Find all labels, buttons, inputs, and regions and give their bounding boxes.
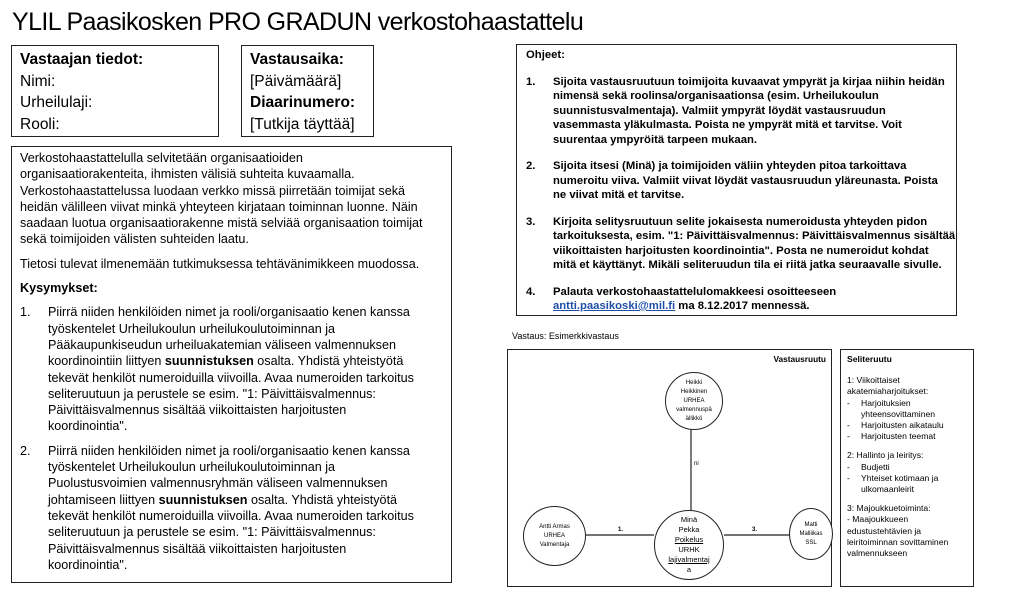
response-info-box	[241, 45, 374, 137]
self-node-center[interactable]: Minä Pekka Poikelus URHK lajivalmentaj a	[654, 510, 724, 580]
legend-group: 1: Viikoittaiset akatemiaharjoitukset: - Harjoituksien yhteensovittaminen - Harjoitusten aikataulu - Harjoitusten teemat	[847, 375, 944, 442]
edge-label-left: 1.	[618, 527, 624, 533]
role-field-label[interactable]: Rooli:	[20, 115, 60, 133]
example-caption: Vastaus: Esimerkkivastaus	[512, 331, 619, 341]
answer-area[interactable]	[507, 349, 832, 587]
date-placeholder[interactable]: [Päivämäärä]	[250, 72, 342, 90]
name-field-label[interactable]: Nimi:	[20, 72, 56, 90]
instructions-title: Ohjeet:	[526, 49, 565, 61]
question-text: Piirrä niiden henkilöiden nimet ja rooli/organisaatio kenen kanssa työskentelet Urheilukoulun urheilukoulutoiminnan ja Puolustusvoimien valmennusryhmän väliseen valmennuksen johtamiseen liittyen suunnistuksen osalta. Yhdistä yhteistyötä tekevät henkilöt numeroiduilla viivoilla. Avaa numeroiden tarkoitus seliteruutuun ja perustele se esim. "1: Päivittäisvalmennus: Päivittäisvalmennus sisältää viikoittaisten harjoitusten koordinointia".	[48, 443, 414, 572]
legend-area[interactable]	[840, 349, 974, 587]
response-time-label: Vastausaika:	[250, 51, 344, 68]
respondent-info-box	[11, 45, 219, 137]
actor-node-right[interactable]: Matti Malliikas SSL	[789, 508, 833, 560]
legend-group: 2: Hallinto ja leiritys: - Budjetti - Yhteiset kotimaan ja ulkomaanleirit	[847, 450, 939, 495]
respondent-heading: Vastaajan tiedot:	[20, 51, 144, 68]
emphasis: suunnistuksen	[158, 492, 248, 507]
question-number: 1.	[20, 305, 31, 320]
legend-group: 3: Majoukkuetoiminta: - Maajoukkueen edustustehtävien ja leiritoiminnan sovittaminen valmennukseen	[847, 503, 949, 559]
diary-number-placeholder[interactable]: [Tutkija täyttää]	[250, 115, 355, 133]
instruction-step: 4. Palauta verkostohaastattelulomakkeesi osoitteeseen antti.paasikoski@mil.fi ma 8.12.2017 mennessä.	[526, 285, 837, 312]
instructions-box	[516, 44, 957, 316]
privacy-paragraph: Tietosi tulevat ilmenemään tutkimuksessa tehtävänimikkeen muodossa.	[20, 256, 420, 271]
sport-field-label[interactable]: Urheilulaji:	[20, 94, 93, 111]
question-text: Piirrä niiden henkilöiden nimet ja rooli/organisaatio kenen kanssa työskentelet Urheilukoulun urheilukoulutoiminnan ja Pääkaupunkiseudun urheiluakatemian väliseen valmennuksen koordinointiin liittyen suunnistuksen osalta. Yhdistä yhteistyötä tekevät henkilöt numeroiduilla viivoilla. Avaa numeroiden tarkoitus seliteruutuun ja perustele se esim. "1: Päivittäisvalmennus: Päivittäisvalmennus sisältää viikoittaisten harjoitusten koordinointia".	[48, 305, 414, 434]
diary-number-label: Diaarinumero:	[250, 94, 356, 111]
edge-label-top: ni	[694, 461, 699, 467]
intro-questions-box	[11, 146, 452, 583]
question-number: 2.	[20, 443, 31, 458]
actor-node-top[interactable]: Heikki Heikkinen URHEA valmennuspä ällikkö	[665, 372, 723, 430]
question-item	[20, 443, 443, 573]
emphasis: suunnistuksen	[164, 354, 254, 369]
answer-area-label: Vastausruutu	[773, 354, 826, 364]
instruction-step: 3. Kirjoita selitysruutuun selite jokaisesta numeroidusta yhteyden pidon tarkoituksesta, esim. "1: Päivittäisvalmennus: Päivittäisvalmennus sisältää viikoittaisten harjoitusten koordinointia". Posta ne numeroidut kohdat mitä et käyttänyt. Mikäli seliteruudun tila ei riitä jatka seuraavalle sivulle.	[526, 215, 956, 271]
instruction-step: 1. Sijoita vastausruutuun toimijoita kuvaavat ympyrät ja kirjaa niihin heidän nimensä sekä roolinsa/organisaationsa (esim. Urheilukoulun suunnistusvalmentaja). Valmiit ympyrät löydät vastausruudun vasemmasta yläkulmasta. Poista ne ympyrät mitä et tarvitse. Voit suurentaa ympyröitä tarpeen mukaan.	[526, 75, 945, 146]
email-link[interactable]: antti.paasikoski@mil.fi	[553, 300, 676, 312]
questions-heading: Kysymykset:	[20, 281, 98, 296]
legend-area-label: Seliteruutu	[847, 354, 892, 364]
question-item	[20, 304, 443, 434]
edge-label-right: 3.	[752, 527, 758, 533]
page-title: YLIL Paasikosken PRO GRADUN verkostohaastattelu	[12, 8, 584, 36]
intro-paragraph: Verkostohaastattelulla selvitetään organisaatioiden organisaatiorakenteita, ihmisten välisiä suhteita kuvaamalla. Verkostohaastattelussa luodaan verkko missä piirretään toimijat sekä heidän välilleen viivat minkä yhteyteen kirjataan toiminnan luonne. Näin saadaan luotua organisaatiorakenne mistä selviää organisaation toimijat sekä toimijoiden välisten suhteiden laatu.	[20, 151, 423, 247]
instruction-step: 2. Sijoita itsesi (Minä) ja toimijoiden väliin yhteyden pitoa tarkoittava numeroitu viiva. Valmiit viivat löydät vastausruudun yläreunasta. Poista ne viivat mitä et tarvitse.	[526, 160, 938, 201]
actor-node-left[interactable]: Antti Armas URHEA Valmentaja	[523, 506, 586, 566]
